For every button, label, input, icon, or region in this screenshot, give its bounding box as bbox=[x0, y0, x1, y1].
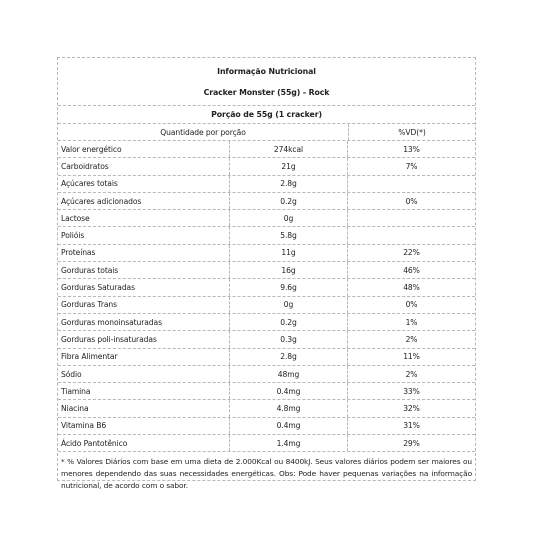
nutrient-name: Gorduras Trans bbox=[58, 297, 230, 313]
nutrient-quantity: 0.4mg bbox=[230, 383, 348, 399]
nutrient-quantity: 0.2g bbox=[230, 193, 348, 209]
nutrient-quantity: 11g bbox=[230, 245, 348, 261]
footnote: * % Valores Diários com base em uma dieta de 2.000Kcal ou 8400kJ. Seus valores diários podem ser maiores ou menores dependendo das suas necessidades energéticas. Obs: Pode haver pequenas variações na informação nutricional, de acordo com o sabor. bbox=[61, 457, 472, 490]
nutrient-quantity: 0.4mg bbox=[230, 418, 348, 434]
nutrient-vd: 32% bbox=[403, 404, 420, 414]
nutrient-vd bbox=[348, 227, 475, 243]
table-row bbox=[58, 400, 475, 417]
table-row bbox=[58, 418, 475, 435]
nutrient-name: Gorduras Saturadas bbox=[58, 279, 230, 295]
nutrient-name: Proteínas bbox=[58, 245, 230, 261]
nutrient-quantity: 274kcal bbox=[230, 141, 348, 157]
nutrient-name: Polióis bbox=[58, 227, 230, 243]
nutrient-name: Carboidratos bbox=[58, 158, 230, 174]
nutrient-vd: 7% bbox=[405, 161, 418, 171]
header-vd: %VD(*) bbox=[398, 127, 426, 137]
table-row bbox=[58, 141, 475, 158]
nutrient-name: Fibra Alimentar bbox=[58, 349, 230, 365]
table-row bbox=[58, 279, 475, 296]
table-row bbox=[58, 314, 475, 331]
table-row bbox=[58, 176, 475, 193]
nutrient-name: Gorduras poli-insaturadas bbox=[58, 331, 230, 347]
table-row bbox=[58, 245, 475, 262]
nutrient-quantity: 1.4mg bbox=[230, 435, 348, 451]
nutrient-quantity: 0g bbox=[230, 210, 348, 226]
nutrient-quantity: 9.6g bbox=[230, 279, 348, 295]
nutrient-name: Vitamina B6 bbox=[58, 418, 230, 434]
nutrient-vd: 13% bbox=[403, 144, 420, 154]
nutrient-name: Niacina bbox=[58, 400, 230, 416]
nutrient-name: Gorduras monoinsaturadas bbox=[58, 314, 230, 330]
table-header bbox=[58, 58, 475, 106]
nutrient-quantity: 4.8mg bbox=[230, 400, 348, 416]
table-row bbox=[58, 262, 475, 279]
header-quantity: Quantidade por porção bbox=[58, 124, 349, 140]
nutrient-quantity: 48mg bbox=[230, 366, 348, 382]
nutrient-quantity: 21g bbox=[230, 158, 348, 174]
nutrient-quantity: 2.8g bbox=[230, 349, 348, 365]
nutrient-vd: 2% bbox=[405, 334, 418, 344]
nutrient-name: Lactose bbox=[58, 210, 230, 226]
nutrient-vd: 48% bbox=[403, 283, 420, 293]
nutrient-vd bbox=[348, 210, 475, 226]
nutrient-vd: 22% bbox=[403, 248, 420, 258]
nutrient-name: Tiamina bbox=[58, 383, 230, 399]
nutrient-rows bbox=[58, 141, 475, 452]
nutrition-table bbox=[57, 57, 476, 490]
table-row bbox=[58, 210, 475, 227]
nutrient-vd: 1% bbox=[405, 317, 418, 327]
nutrient-vd: 0% bbox=[405, 300, 418, 310]
portion-row bbox=[58, 106, 475, 124]
table-row bbox=[58, 331, 475, 348]
table-row bbox=[58, 297, 475, 314]
nutrient-name: Valor energético bbox=[58, 141, 230, 157]
table-row bbox=[58, 193, 475, 210]
nutrient-vd: 46% bbox=[403, 265, 420, 275]
portion-label: Porção de 55g (1 cracker) bbox=[211, 110, 322, 119]
nutrient-quantity: 5.8g bbox=[230, 227, 348, 243]
nutrient-name: Açúcares totais bbox=[58, 176, 230, 192]
nutrient-name: Sódio bbox=[58, 366, 230, 382]
nutrient-name: Açúcares adicionados bbox=[58, 193, 230, 209]
table-row bbox=[58, 383, 475, 400]
nutrient-quantity: 16g bbox=[230, 262, 348, 278]
product-name: Cracker Monster (55g) - Rock bbox=[203, 87, 330, 97]
table-row bbox=[58, 366, 475, 383]
nutrient-vd: 31% bbox=[403, 421, 420, 431]
nutrient-quantity: 0.3g bbox=[230, 331, 348, 347]
nutrient-quantity: 2.8g bbox=[230, 176, 348, 192]
table-row bbox=[58, 158, 475, 175]
column-header-row bbox=[58, 124, 475, 141]
table-row bbox=[58, 227, 475, 244]
nutrient-vd: 33% bbox=[403, 386, 420, 396]
nutrient-quantity: 0.2g bbox=[230, 314, 348, 330]
table-row bbox=[58, 435, 475, 452]
nutrient-vd bbox=[348, 176, 475, 192]
nutrient-vd: 0% bbox=[405, 196, 418, 206]
nutrient-vd: 29% bbox=[403, 438, 420, 448]
nutrient-vd: 11% bbox=[403, 352, 420, 362]
nutrient-name: Gorduras totais bbox=[58, 262, 230, 278]
table-row bbox=[58, 349, 475, 366]
nutrient-vd: 2% bbox=[405, 369, 418, 379]
nutrient-name: Ácido Pantotênico bbox=[58, 435, 230, 451]
nutrient-quantity: 0g bbox=[230, 297, 348, 313]
table-title: Informação Nutricional bbox=[217, 66, 316, 76]
